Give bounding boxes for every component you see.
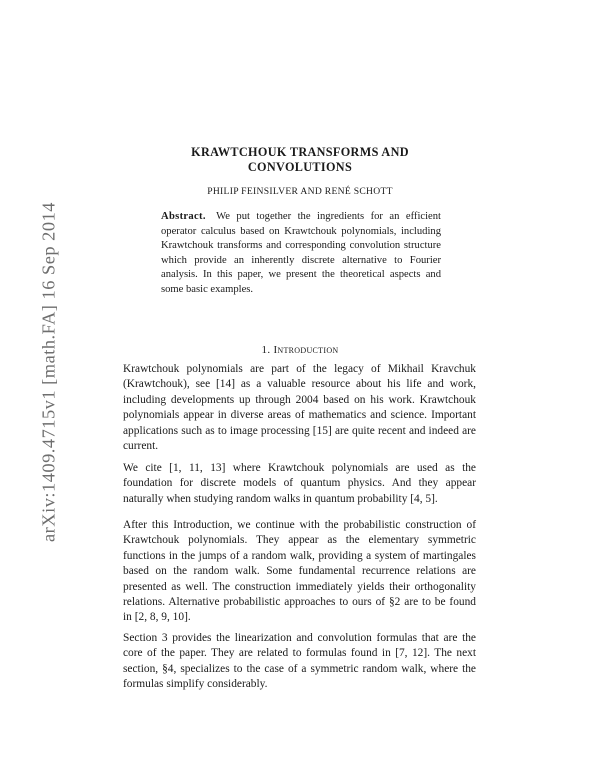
abstract-text: We put together the ingredients for an efficient operator calculus based on Krawtchouk polynomials, including Krawtchouk transforms and corresponding convolution structure which provide an inherently discrete alternative to Fourier analysis. In this paper, we present the theoretical aspects and some basic examples. xyxy=(161,211,441,295)
section-title: Introduction xyxy=(273,344,339,356)
title-line-2: CONVOLUTIONS xyxy=(247,160,353,174)
abstract-block xyxy=(161,210,441,298)
section-number: 1. xyxy=(261,344,271,356)
abstract-label: Abstract. xyxy=(161,211,206,222)
paper-title xyxy=(0,145,600,175)
section-heading-introduction xyxy=(0,344,600,356)
intro-paragraph-1: Krawtchouk polynomials are part of the legacy of Mikhail Kravchuk (Krawtchouk), see [14] as a valuable resource about his life and work, including developments up through 2004 based on his work. Krawtchouk polynomials appear in diverse areas of mathematics and science. Important applications such as to image processing [15] are quite recent and indeed are current. xyxy=(123,363,476,453)
paper-authors: PHILIP FEINSILVER AND RENÉ SCHOTT xyxy=(207,186,393,197)
arxiv-identifier-stamp: arXiv:1409.4715v1 [math.FA] 16 Sep 2014 xyxy=(38,202,59,542)
intro-paragraph-4: Section 3 provides the linearization and convolution formulas that are the core of the paper. They are related to formulas found in [7, 12]. The next section, §4, specializes to the case of a symmetric random walk, where the formulas simplify considerably. xyxy=(123,632,476,691)
intro-paragraph-2: We cite [1, 11, 13] where Krawtchouk polynomials are used as the foundation for discrete models of quantum physics. And they appear naturally when studying random walks in quantum probability [4, 5]. xyxy=(123,462,476,505)
title-line-1: KRAWTCHOUK TRANSFORMS AND xyxy=(191,145,409,159)
intro-paragraph-3: After this Introduction, we continue with the probabilistic construction of Krawtchouk polynomials. They appear as the elementary symmetric functions in the jumps of a random walk, providing a system of martingales based on the random walk. Some fundamental recurrence relations are presented as well. The construction immediately yields their orthogonality relations. Alternative probabilistic approaches to ours of §2 are to be found in [2, 8, 9, 10]. xyxy=(123,519,476,624)
